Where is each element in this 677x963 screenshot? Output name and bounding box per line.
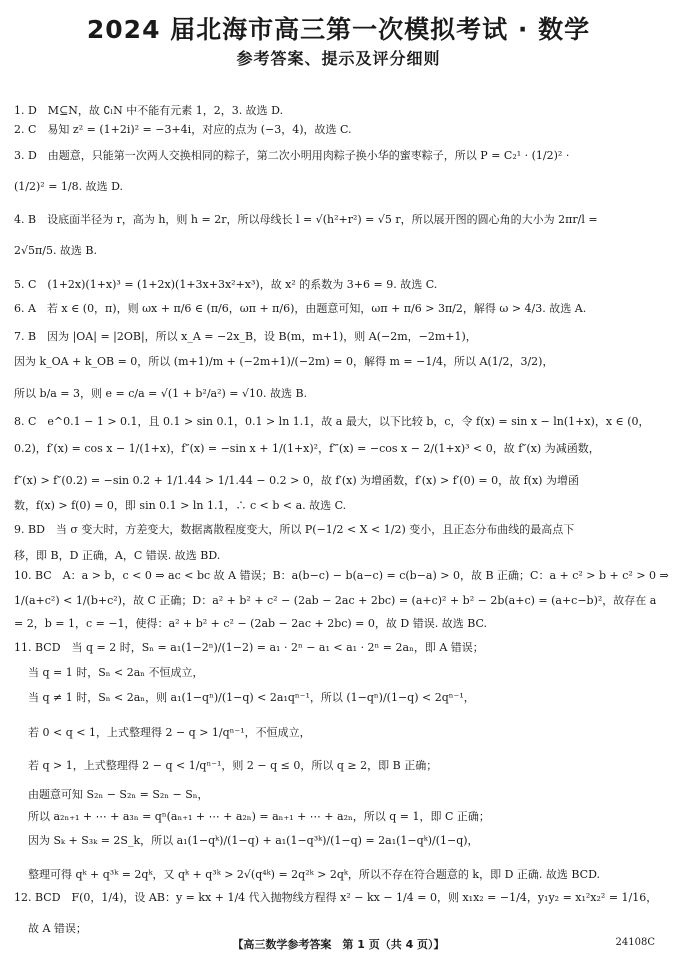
answer-line: 数，f(x) > f(0) = 0，即 sin 0.1 > ln 1.1，∴ c < b < a. 故选 C. [14,499,347,512]
answer-line: 若 0 < q < 1，上式整理得 2 − q > 1/qⁿ⁻¹，不恒成立， [28,726,311,739]
page-subtitle: 参考答案、提示及评分细则 [236,49,441,68]
answer-line: 6. A 若 x ∈ (0，π)，则 ωx + π/6 ∈ (π/6，ωπ + π/6)，由题意可知，ωπ + π/6 > 3π/2，解得 ω > 4/3. 故选 A. [14,302,587,315]
answer-line: 当 q ≠ 1 时，Sₙ < 2aₙ，则 a₁(1−qⁿ)/(1−q) < 2a₁qⁿ⁻¹，所以 (1−qⁿ)/(1−q) < 2qⁿ⁻¹， [28,691,475,704]
answer-line: 1/(a+c²) < 1/(b+c²)，故 C 正确；D：a² + b² + c² − (2ab − 2ac + 2bc) = (a+c)² + b² − 2b(a+c) = (a+c−b)²，故存在 a [14,594,657,607]
answer-line: 整理可得 qᵏ + q³ᵏ = 2qᵏ，又 qᵏ + q³ᵏ > 2√(q⁴ᵏ) = 2q²ᵏ > 2qᵏ，所以不存在符合题意的 k，即 D 正确. 故选 BCD. [28,868,600,881]
answer-line: 10. BC A：a > b，c < 0 ⇒ ac < bc 故 A 错误；B：a(b−c) − b(a−c) = c(b−a) > 0，故 B 正确；C：a + c² > b + c² > 0 ⇒ [14,569,669,582]
answer-line: 3. D 由题意，只能第一次两人交换相同的粽子，第二次小明用肉粽子换小华的蜜枣粽子，所以 P = C₂¹ · (1/2)² · [14,149,570,162]
answer-line: 所以 a₂ₙ₊₁ + ⋯ + a₃ₙ = qⁿ(aₙ₊₁ + ⋯ + a₂ₙ) = aₙ₊₁ + ⋯ + a₂ₙ，所以 q = 1，即 C 正确； [28,810,490,823]
answer-line: = 2，b = 1，c = −1，使得：a² + b² + c² − (2ab − 2ac + 2bc) = 0，故 D 错误. 故选 BC. [14,617,488,630]
answer-line: 0.2)，f′(x) = cos x − 1/(1+x)，f″(x) = −sin x + 1/(1+x)²，f‴(x) = −cos x − 2/(1+x)³ < 0，故 f″(x) 为减函数， [14,442,600,455]
answer-line: 2√5π/5. 故选 B. [14,244,98,257]
answer-line: 若 q > 1，上式整理得 2 − q < 1/qⁿ⁻¹，则 2 − q ≤ 0，所以 q ≥ 2，即 B 正确； [28,759,438,772]
answer-line: 11. BCD 当 q = 2 时，Sₙ = a₁(1−2ⁿ)/(1−2) = a₁ · 2ⁿ − a₁ < a₁ · 2ⁿ = 2aₙ，即 A 错误； [14,641,484,654]
answer-line: 9. BD 当 σ 变大时，方差变大，数据离散程度变大，所以 P(−1/2 < X < 1/2) 变小，且正态分布曲线的最高点下 [14,523,575,536]
page-footer: 【高三数学参考答案 第 1 页（共 4 页）】 [232,938,445,951]
answer-line: 故 A 错误； [28,922,87,935]
paper-code: 24108C [615,937,655,948]
answer-line: 8. C e^0.1 − 1 > 0.1，且 0.1 > sin 0.1，0.1 > ln 1.1，故 a 最大，以下比较 b，c，令 f(x) = sin x − ln(1+x)，x ∈ (0， [14,415,650,428]
answer-line: 因为 Sₖ + S₃ₖ = 2S_k，所以 a₁(1−qᵏ)/(1−q) + a₁(1−q³ᵏ)/(1−q) = 2a₁(1−qᵏ)/(1−q)， [28,834,479,847]
answer-line: 所以 b/a = 3，则 e = c/a = √(1 + b²/a²) = √10. 故选 B. [14,387,308,400]
answer-line: (1/2)² = 1/8. 故选 D. [14,180,124,193]
answer-line: 7. B 因为 |OA| = |2OB|，所以 x_A = −2x_B，设 B(m，m+1)，则 A(−2m，−2m+1)， [14,330,477,343]
answer-line: 4. B 设底面半径为 r，高为 h，则 h = 2r，所以母线长 l = √(h²+r²) = √5 r，所以展开图的圆心角的大小为 2πr/l = [14,213,598,226]
answer-line: 12. BCD F(0，1/4)，设 AB：y = kx + 1/4 代入抛物线方程得 x² − kx − 1/4 = 0，则 x₁x₂ = −1/4，y₁y₂ = x₁²x₂² = 1/16， [14,891,658,904]
answer-line: f″(x) > f″(0.2) = −sin 0.2 + 1/1.44 > 1/1.44 − 0.2 > 0，故 f′(x) 为增函数，f′(x) > f′(0) = 0，故 f(x) 为增函 [14,474,579,487]
answer-line: 当 q = 1 时，Sₙ < 2aₙ 不恒成立， [28,666,204,679]
answer-line: 由题意可知 S₂ₙ − S₂ₙ = S₂ₙ − Sₙ， [28,788,209,801]
answer-line: 移，即 B，D 正确，A，C 错误. 故选 BD. [14,549,221,562]
answer-line: 5. C (1+2x)(1+x)³ = (1+2x)(1+3x+3x²+x³)，故 x² 的系数为 3+6 = 9. 故选 C. [14,278,438,291]
answer-line: 2. C 易知 z² = (1+2i)² = −3+4i，对应的点为 (−3，4)，故选 C. [14,123,352,136]
page-title: 2024 届北海市高三第一次模拟考试 · 数学 [86,15,591,44]
answer-line: 1. D M⊆N，故 ∁ₗN 中不能有元素 1，2，3. 故选 D. [14,104,284,117]
answer-line: 因为 k_OA + k_OB = 0，所以 (m+1)/m + (−2m+1)/(−2m) = 0，解得 m = −1/4，所以 A(1/2，3/2)， [14,355,554,368]
